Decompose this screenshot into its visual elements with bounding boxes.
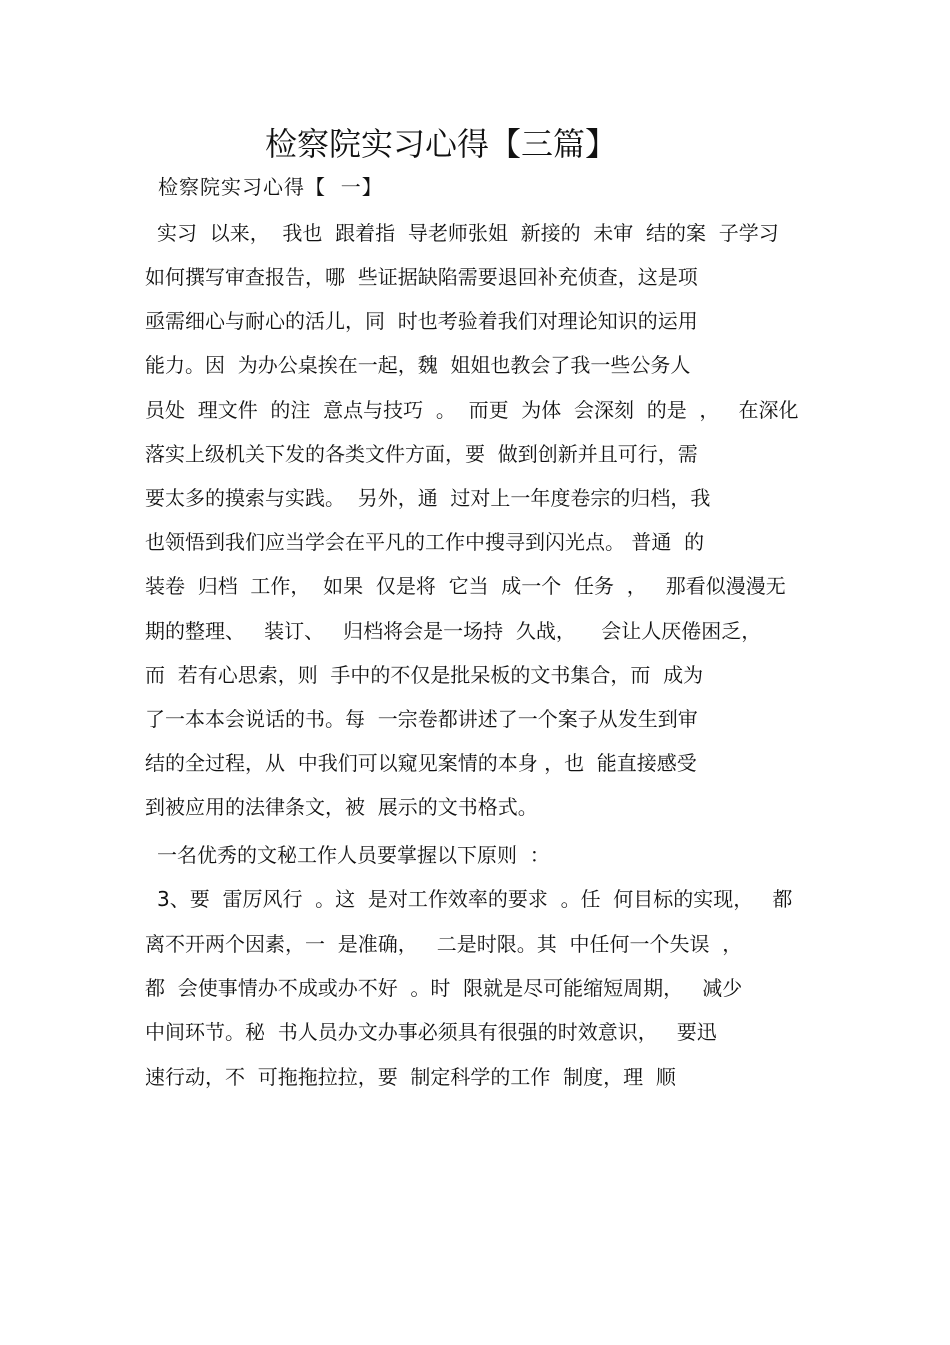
paragraph-line: 都 会使事情办不成或办不好 。时 限就是尽可能缩短周期， 减少 [145, 976, 743, 1000]
paragraph-line: 期的整理、 装订、 归档将会是一场持 久战， 会让人厌倦困乏， [145, 619, 762, 643]
paragraph-line: 速行动，不 可拖拖拉拉，要 制定科学的工作 制度，理 顺 [145, 1065, 676, 1089]
paragraph-line: 也领悟到我们应当学会在平凡的工作中搜寻到闪光点。 普通 的 [145, 530, 705, 554]
paragraph-line: 到被应用的法律条文，被 展示的文书格式。 [145, 795, 538, 819]
paragraph-line: 亟需细心与耐心的活儿，同 时也考验着我们对理论知识的运用 [145, 309, 698, 333]
paragraph-line: 要太多的摸索与实践。 另外，通 过对上一年度卷宗的归档，我 [145, 486, 711, 510]
document-title: 检察院实习心得【三篇】 [265, 125, 618, 163]
paragraph-line: 员处 理文件 的注 意点与技巧 。 而更 为体 会深刻 的是 ， 在深化 [145, 398, 799, 422]
section-heading: 检察院实习心得【 一】 [158, 175, 383, 199]
paragraph-line: 能力。因 为办公桌挨在一起，魏 姐姐也教会了我一些公务人 [145, 353, 691, 377]
paragraph-line: 实习 以来， 我也 跟着指 导老师张姐 新接的 未审 结的案 子学习 [157, 221, 779, 245]
paragraph-line: 如何撰写审查报告，哪 些证据缺陷需要退回补充侦查，这是项 [145, 265, 698, 289]
paragraph-line: 3、要 雷厉风行 。这 是对工作效率的要求 。任 何目标的实现， 都 [157, 887, 793, 911]
paragraph-line: 一名优秀的文秘工作人员要掌握以下原则 ： [157, 843, 550, 867]
paragraph-line: 而 若有心思索，则 手中的不仅是批呆板的文书集合，而 成为 [145, 663, 704, 687]
paragraph-line: 中间环节。秘 书人员办文办事必须具有很强的时效意识， 要迅 [145, 1020, 717, 1044]
paragraph-line: 离不开两个因素，一 是准确， 二是时限。其 中任何一个失误 ， [145, 932, 743, 956]
paragraph-line: 落实上级机关下发的各类文件方面，要 做到创新并且可行，需 [145, 442, 698, 466]
paragraph-line: 了一本本会说话的书。每 一宗卷都讲述了一个案子从发生到审 [145, 707, 698, 731]
paragraph-line: 装卷 归档 工作， 如果 仅是将 它当 成一个 任务 ， 那看似漫漫无 [145, 574, 786, 598]
paragraph-line: 结的全过程，从 中我们可以窥见案情的本身 ，也 能直接感受 [145, 751, 697, 775]
